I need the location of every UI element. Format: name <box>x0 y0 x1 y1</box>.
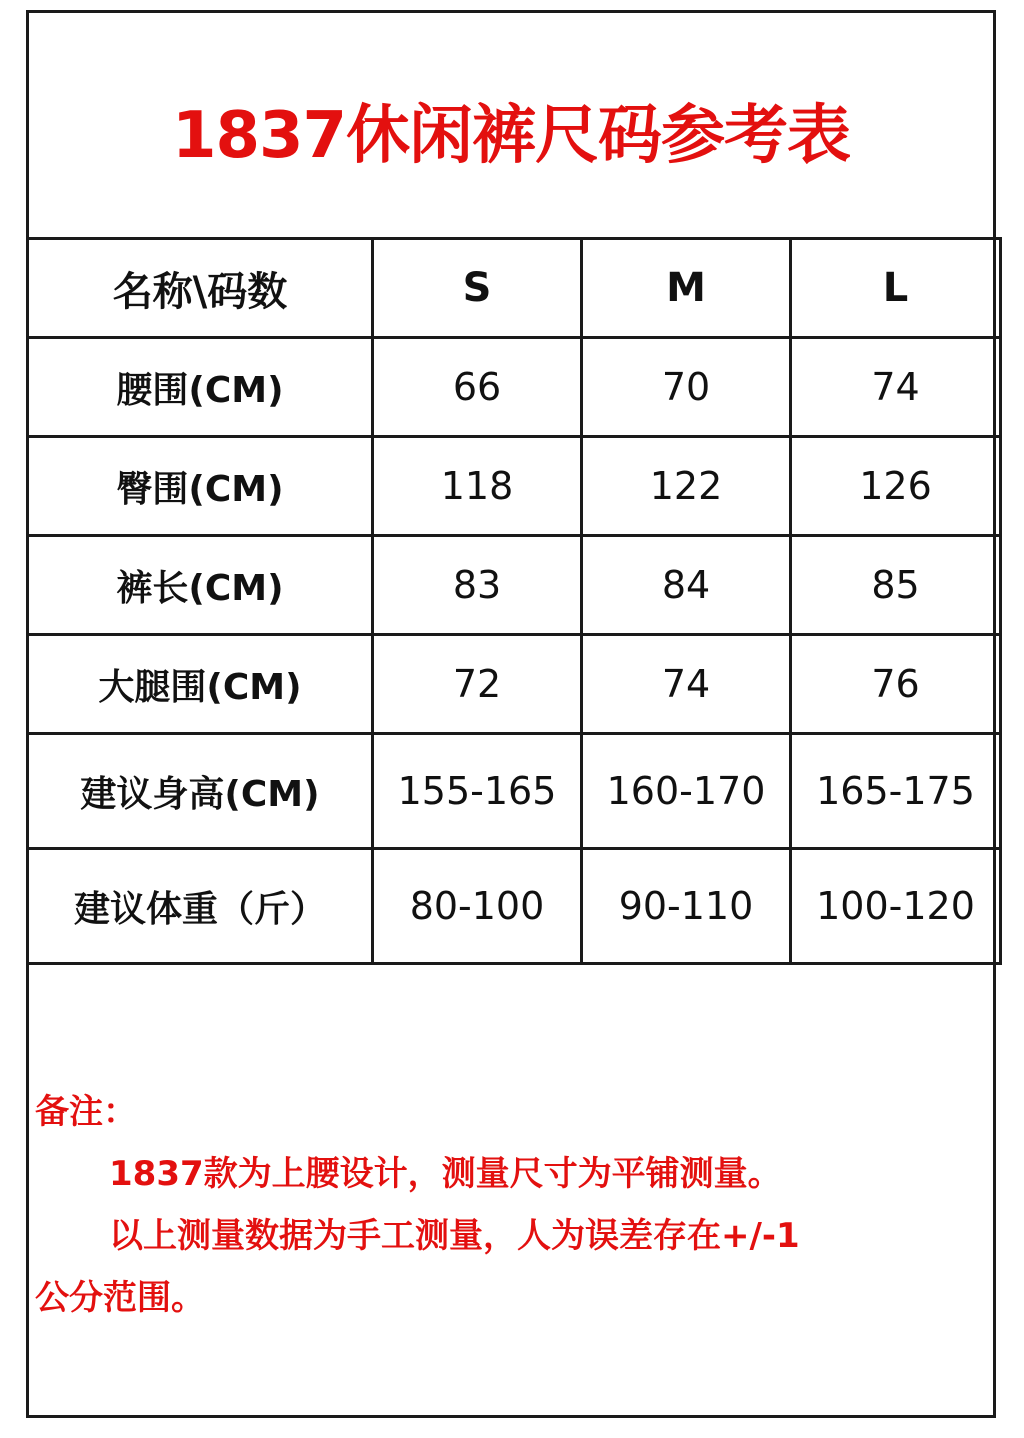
table-row-thigh <box>28 635 1001 734</box>
table-cell: 74 <box>582 635 791 734</box>
table-cell: 118 <box>373 437 582 536</box>
table-cell: 66 <box>373 338 582 437</box>
table-cell: 122 <box>582 437 791 536</box>
table-cell: 70 <box>582 338 791 437</box>
table-row-length <box>28 536 1001 635</box>
table-cell: 160-170 <box>582 734 791 849</box>
header-size-s: S <box>373 239 582 338</box>
table-row-height <box>28 734 1001 849</box>
table-cell: 85 <box>791 536 1001 635</box>
page-title: 1837休闲裤尺码参考表 <box>171 99 851 173</box>
header-size-l: L <box>791 239 1001 338</box>
notes-section <box>35 1081 995 1329</box>
row-label: 裤长(CM) <box>28 536 373 635</box>
table-cell: 100-120 <box>791 849 1001 964</box>
table-cell: 80-100 <box>373 849 582 964</box>
notes-line-2: 以上测量数据为手工测量，人为误差存在+/-1 <box>109 1216 800 1256</box>
size-table <box>26 237 1002 965</box>
table-cell: 83 <box>373 536 582 635</box>
table-cell: 84 <box>582 536 791 635</box>
row-label: 建议体重（斤） <box>28 849 373 964</box>
notes-line-3: 公分范围。 <box>35 1278 205 1318</box>
table-row-waist <box>28 338 1001 437</box>
table-cell: 126 <box>791 437 1001 536</box>
notes-line-1: 1837款为上腰设计，测量尺寸为平铺测量。 <box>109 1154 782 1194</box>
table-cell: 155-165 <box>373 734 582 849</box>
row-label: 臀围(CM) <box>28 437 373 536</box>
table-cell: 165-175 <box>791 734 1001 849</box>
table-cell: 90-110 <box>582 849 791 964</box>
row-label: 建议身高(CM) <box>28 734 373 849</box>
table-header-row <box>28 239 1001 338</box>
header-name-size: 名称\码数 <box>28 239 373 338</box>
row-label: 大腿围(CM) <box>28 635 373 734</box>
table-row-hip <box>28 437 1001 536</box>
table-row-weight <box>28 849 1001 964</box>
table-cell: 74 <box>791 338 1001 437</box>
table-cell: 76 <box>791 635 1001 734</box>
notes-heading: 备注： <box>35 1092 137 1132</box>
row-label: 腰围(CM) <box>28 338 373 437</box>
table-cell: 72 <box>373 635 582 734</box>
size-chart-frame <box>26 10 996 1418</box>
header-size-m: M <box>582 239 791 338</box>
